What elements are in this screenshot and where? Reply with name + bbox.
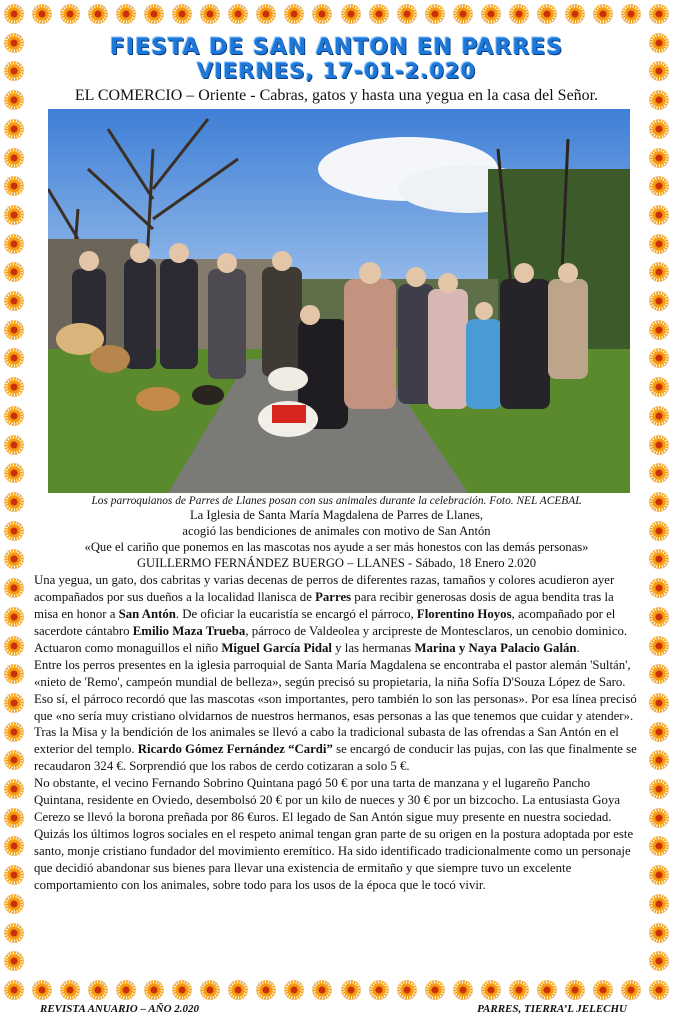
flower-icon <box>4 836 24 856</box>
flower-icon <box>4 262 24 282</box>
flower-icon <box>649 865 669 885</box>
flower-icon <box>4 205 24 225</box>
text-run: , párroco de Valdeolea y arcipreste de Montesclaros, un cenobio dominico. Actuaron como monaguillos el niño <box>34 624 628 655</box>
flower-icon <box>649 693 669 713</box>
flower-icon <box>284 980 304 1000</box>
flower-icon <box>4 320 24 340</box>
flower-icon <box>649 722 669 742</box>
text-run: Emilio Maza Trueba <box>132 624 246 638</box>
flower-icon <box>4 865 24 885</box>
flower-icon <box>649 291 669 311</box>
flower-icon <box>649 951 669 971</box>
text-run: San Antón <box>118 607 176 622</box>
intro-quote: «Que el cariño que ponemos en las mascotas nos ayude a ser más honestos con las demás personas» <box>84 540 589 555</box>
flower-icon <box>228 980 248 1000</box>
flower-icon <box>397 4 417 24</box>
flower-icon <box>144 980 164 1000</box>
flower-icon <box>649 320 669 340</box>
flower-icon <box>116 980 136 1000</box>
flower-icon <box>32 980 52 1000</box>
page-content <box>34 34 639 968</box>
paragraph-3 <box>34 775 639 893</box>
flower-icon <box>4 348 24 368</box>
flower-icon <box>453 980 473 1000</box>
flower-icon <box>4 291 24 311</box>
flower-icon <box>649 636 669 656</box>
article-body <box>34 572 639 893</box>
flower-icon <box>649 578 669 598</box>
paragraph-2 <box>34 657 639 775</box>
flower-icon <box>481 980 501 1000</box>
flower-icon <box>4 148 24 168</box>
flower-icon <box>4 693 24 713</box>
flower-icon <box>649 176 669 196</box>
text-run: Una yegua, un gato, dos cabritas y varias decenas de perros de diferentes razas, tamaños y colores acudieron ayer acompañados por sus dueños a la localidad llanisca de <box>34 573 615 605</box>
paragraph-1 <box>34 572 639 657</box>
flower-icon <box>312 4 332 24</box>
photo-caption: Los parroquianos de Parres de Llanes posan con sus animales durante la celebración. Foto. NEL ACEBAL <box>91 495 582 508</box>
flower-icon <box>649 148 669 168</box>
flower-icon <box>256 980 276 1000</box>
text-run: . De oficiar la eucaristía se encargó el párroco, <box>175 607 417 622</box>
flower-icon <box>4 435 24 455</box>
flower-icon <box>4 521 24 541</box>
flower-icon <box>4 894 24 914</box>
flower-icon <box>4 664 24 684</box>
flower-icon <box>4 492 24 512</box>
flower-icon <box>565 980 585 1000</box>
flower-icon <box>4 779 24 799</box>
text-run: Marina y Naya Palacio Galán <box>414 640 577 655</box>
flower-icon <box>172 4 192 24</box>
article-headline: EL COMERCIO – Oriente - Cabras, gatos y hasta una yegua en la casa del Señor. <box>74 87 599 105</box>
flower-icon <box>369 980 389 1000</box>
flower-icon <box>509 980 529 1000</box>
flower-icon <box>172 980 192 1000</box>
flower-icon <box>621 980 641 1000</box>
text-run: Entre los perros presentes en la iglesia parroquial de Santa María Magdalena se encontraba el pastor alemán 'Sultán', «nieto de 'Remo', campeón mundial de belleza», según precisó su propietaria, la niña Sofía D'Souza López de Saro. Eso sí, el párroco recordó que las mascotas «son importantes, pero también lo son las personas». Por esa línea precisó que «no sería muy cristiano olvidarnos de nuestros hermanos, esas personas a las que tenemos que cuidar y atender». Tras la Misa y la bendición de los animales se llevó a cabo la tradicional subasta de las ofrendas a San Antón en el exterior del templo. <box>34 657 637 757</box>
flower-icon <box>649 521 669 541</box>
flower-icon <box>565 4 585 24</box>
flower-icon <box>88 4 108 24</box>
flower-icon <box>649 607 669 627</box>
flower-icon <box>4 406 24 426</box>
flower-icon <box>649 836 669 856</box>
flower-icon <box>4 636 24 656</box>
flower-icon <box>32 4 52 24</box>
footer-left: REVISTA ANUARIO – AÑO 2.020 <box>40 1003 200 1015</box>
flower-icon <box>4 234 24 254</box>
flower-icon <box>453 4 473 24</box>
flower-icon <box>593 4 613 24</box>
flower-icon <box>4 951 24 971</box>
flower-icon <box>649 119 669 139</box>
flower-icon <box>537 4 557 24</box>
flower-icon <box>4 33 24 53</box>
flower-icon <box>4 90 24 110</box>
text-run: Ricardo Gómez Fernández “Cardi” <box>137 742 333 757</box>
flower-icon <box>649 61 669 81</box>
flower-icon <box>228 4 248 24</box>
flower-icon <box>649 348 669 368</box>
flower-icon <box>60 980 80 1000</box>
flower-icon <box>649 492 669 512</box>
event-photo <box>48 109 630 493</box>
flower-icon <box>649 808 669 828</box>
flower-icon <box>144 4 164 24</box>
flower-icon <box>649 262 669 282</box>
flower-icon <box>649 205 669 225</box>
flower-icon <box>397 980 417 1000</box>
flower-icon <box>649 33 669 53</box>
flower-icon <box>4 377 24 397</box>
flower-icon <box>425 4 445 24</box>
byline: GUILLERMO FERNÁNDEZ BUERGO – LLANES - Sábado, 18 Enero 2.020 <box>136 556 537 571</box>
footer-right: PARRES, TIERRA’L JELECHU <box>477 1003 627 1015</box>
flower-icon <box>284 4 304 24</box>
flower-icon <box>649 980 669 1000</box>
text-run: Florentino Hoyos <box>416 607 512 622</box>
flower-icon <box>649 90 669 110</box>
flower-icon <box>4 176 24 196</box>
flower-icon <box>4 808 24 828</box>
flower-icon <box>425 980 445 1000</box>
flower-icon <box>621 4 641 24</box>
flower-icon <box>649 894 669 914</box>
flower-icon <box>369 4 389 24</box>
flower-icon <box>649 234 669 254</box>
flower-icon <box>256 4 276 24</box>
text-run: . <box>576 640 580 655</box>
flower-icon <box>4 4 24 24</box>
text-run: Parres <box>315 590 352 605</box>
flower-icon <box>4 119 24 139</box>
flower-icon <box>4 549 24 569</box>
flower-icon <box>4 750 24 770</box>
text-run: y las hermanas <box>331 640 415 655</box>
flower-icon <box>60 4 80 24</box>
flower-icon <box>200 4 220 24</box>
flower-icon <box>4 980 24 1000</box>
flower-icon <box>481 4 501 24</box>
page-date: VIERNES, 17-01-2.020 <box>196 59 477 84</box>
text-run: para recibir generosas dosis de agua bendita tras la misa en honor a <box>34 590 614 622</box>
flower-icon <box>649 463 669 483</box>
flower-icon <box>4 578 24 598</box>
flower-icon <box>649 779 669 799</box>
flower-icon <box>649 750 669 770</box>
flower-icon <box>649 549 669 569</box>
text-run: No obstante, el vecino Fernando Sobrino Quintana pagó 50 € por una tarta de manzana y el lugareño Pancho Quintana, residente en Oviedo, desembolsó 20 € por un kilo de nueces y 30 € por un bizcocho. La entusiasta Goya Cerezo se llevó la borona preñada por 86 €uros. El legado de San Antón sigue muy presente en nuestra sociedad. Quizás los últimos logros sociales en el respeto animal tengan gran parte de su origen en la postura adoptada por este santo, monje cristiano fundador del movimiento eremítico. Ha sido identificado tradicionalmente como un personaje que decidió abandonar sus bienes para llevar una existencia de ermitaño y que siempre tuvo un excelente comportamiento con los animales, sobre todo para los usos de la época que le tocó vivir. <box>34 776 634 892</box>
flower-icon <box>649 377 669 397</box>
flower-icon <box>88 980 108 1000</box>
flower-icon <box>116 4 136 24</box>
page-title: FIESTA DE SAN ANTON EN PARRES <box>109 35 564 60</box>
intro-line-2: acogió las bendiciones de animales con motivo de San Antón <box>182 524 491 539</box>
flower-icon <box>4 607 24 627</box>
flower-icon <box>537 980 557 1000</box>
flower-icon <box>4 463 24 483</box>
flower-icon <box>341 4 361 24</box>
flower-icon <box>649 435 669 455</box>
flower-icon <box>649 4 669 24</box>
flower-icon <box>509 4 529 24</box>
intro-line-1: La Iglesia de Santa María Magdalena de Parres de Llanes, <box>189 508 484 523</box>
text-run: se encargó de conducir las pujas, con las que finalmente se recaudaron 324 €. Sorprendió que los rabos de cerdo cotizaran a solo 5 €. <box>34 742 637 774</box>
flower-icon <box>649 664 669 684</box>
flower-icon <box>341 980 361 1000</box>
text-run: Miguel García Pidal <box>221 640 332 655</box>
flower-icon <box>4 722 24 742</box>
photo-illustration <box>48 109 630 493</box>
text-run: , acompañado por el sacerdote cántabro <box>34 607 616 638</box>
flower-icon <box>649 923 669 943</box>
flower-icon <box>649 406 669 426</box>
flower-icon <box>312 980 332 1000</box>
flower-icon <box>4 61 24 81</box>
flower-icon <box>200 980 220 1000</box>
flower-icon <box>593 980 613 1000</box>
flower-icon <box>4 923 24 943</box>
